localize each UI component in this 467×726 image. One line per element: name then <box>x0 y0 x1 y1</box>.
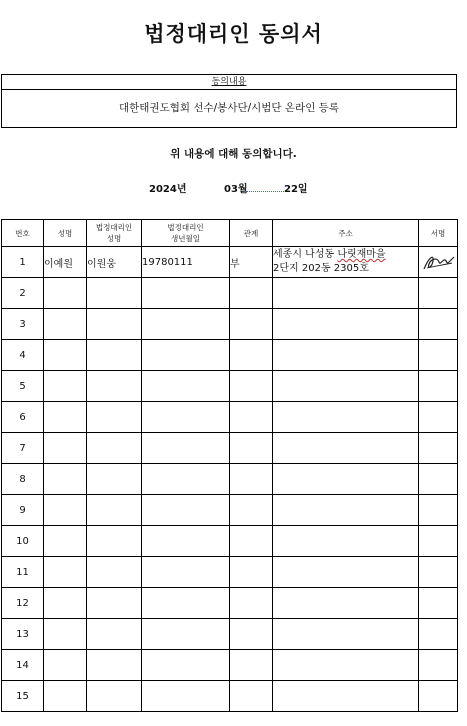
row-number: 1 <box>2 247 44 278</box>
header-name: 성명 <box>44 220 87 247</box>
table-row <box>2 247 458 278</box>
table-row <box>2 278 458 309</box>
row-number: 10 <box>2 526 44 557</box>
agree-statement: 위 내용에 대해 동의합니다. <box>170 148 297 160</box>
document-title: 법정대리인 동의서 <box>144 21 323 46</box>
table-row <box>2 433 458 464</box>
row-guardian-name: 이원웅 <box>87 247 142 278</box>
row-name: 이예원 <box>44 247 87 278</box>
row-number: 7 <box>2 433 44 464</box>
consent-header <box>2 75 456 90</box>
table-row <box>2 557 458 588</box>
table-header-row <box>2 220 458 247</box>
date-day: 22일 <box>284 184 308 195</box>
row-signature <box>419 247 458 278</box>
consent-header-label: 동의내용 <box>211 77 247 87</box>
row-relation: 부 <box>230 247 273 278</box>
row-number: 2 <box>2 278 44 309</box>
table-row <box>2 650 458 681</box>
row-number: 3 <box>2 309 44 340</box>
row-number: 6 <box>2 402 44 433</box>
date-month: 03월 <box>224 184 248 195</box>
row-address <box>273 247 419 278</box>
table-row <box>2 619 458 650</box>
header-guardian-birth: 법정대리인 생년월일 <box>142 220 230 247</box>
table-row <box>2 495 458 526</box>
row-number: 8 <box>2 464 44 495</box>
row-number: 9 <box>2 495 44 526</box>
table-row <box>2 340 458 371</box>
header-guardian-name: 법정대리인 성명 <box>87 220 142 247</box>
table-row <box>2 681 458 712</box>
address-line-1-a: 세종시 나성동 <box>273 249 338 260</box>
table-row <box>2 371 458 402</box>
row-number: 15 <box>2 681 44 712</box>
table-row <box>2 588 458 619</box>
row-number: 4 <box>2 340 44 371</box>
table-row <box>2 402 458 433</box>
consent-box <box>1 74 457 128</box>
row-number: 13 <box>2 619 44 650</box>
handwritten-signature-icon <box>421 251 455 273</box>
header-address: 주소 <box>273 220 419 247</box>
row-number: 5 <box>2 371 44 402</box>
address-line-2: 2단지 202동 2305호 <box>273 263 369 274</box>
table-row <box>2 309 458 340</box>
address-line-1 <box>273 248 418 262</box>
row-number: 14 <box>2 650 44 681</box>
header-relation: 관계 <box>230 220 273 247</box>
header-no: 번호 <box>2 220 44 247</box>
consent-content: 대한태권도협회 선수/봉사단/시범단 온라인 등록 <box>119 102 339 114</box>
date-dotted-underline <box>246 191 284 192</box>
row-number: 11 <box>2 557 44 588</box>
address-line-1-b: 나릿재마을 <box>337 249 386 260</box>
row-guardian-birth: 19780111 <box>142 247 230 278</box>
row-number: 12 <box>2 588 44 619</box>
table-row <box>2 526 458 557</box>
header-signature: 서명 <box>419 220 458 247</box>
table-row <box>2 464 458 495</box>
date-year: 2024년 <box>149 184 187 195</box>
guardian-roster-table <box>1 219 458 712</box>
